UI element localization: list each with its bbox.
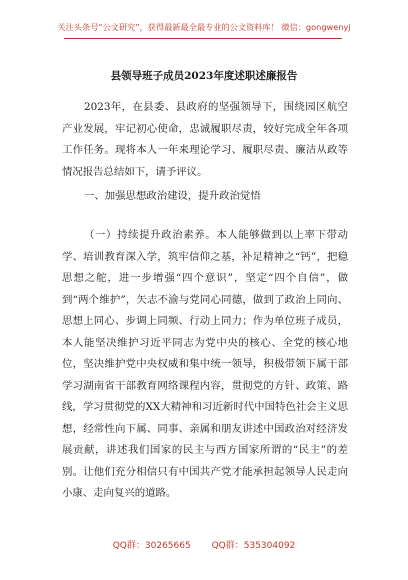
document-title: 县领导班子成员2023年度述职述廉报告	[110, 70, 298, 82]
section-heading: 一、加强思想政治建设，提升政治觉悟	[84, 190, 261, 202]
header-banner: 关注头条号“公文研究”，获得最新最全最专业的公文资料库！ 微信：gongwenyj	[57, 22, 351, 32]
footer-qq-group-2: QQ群：535304092	[211, 541, 296, 551]
footer-contact	[0, 538, 408, 551]
section-paragraph: （一）持续提升政治素养。本人能够做到以上率下带动学、培训教育深入学，筑牢信仰之基，补足精神之“钙”，把稳思想之舵，进一步增强“四个意识”，坚定“四个自信”，做到“两个维护”，矢志不渝与党同心同德，做到了政治上同向、思想上同心、步调上同频、行动上同力；作为单位班子成员，本人能坚决维护习近平同志为党中央的核心、全党的核心地位，坚决维护党中央权威和集中统一领导，积极带领下属干部学习湖南省干部教育网络课程内容，贯彻党的方针、政策、路线，学习贯彻党的XX大精神和习近新时代中国特色社会主义思想，经常性向下属、同事、亲属和朋友讲述中国政治对经济发展贡献，讲述我们国家的民主与西方国家所谓的“民主”的差别。让他们充分相信只有中国共产党才能承担起领导人民走向小康、走向复兴的道路。	[62, 229, 348, 499]
header-divider	[64, 38, 342, 39]
intro-paragraph: 2023年，在县委、县政府的坚强领导下，围绕园区航空产业发展，牢记初心使命，忠诚履职尽责，较好完成全年各项工作任务。现将本人一年来理论学习、履职尽责、廉洁从政等情况报告总结如下，请予评议。	[62, 101, 348, 178]
footer-qq-group-1: QQ群：30265665	[112, 541, 191, 551]
